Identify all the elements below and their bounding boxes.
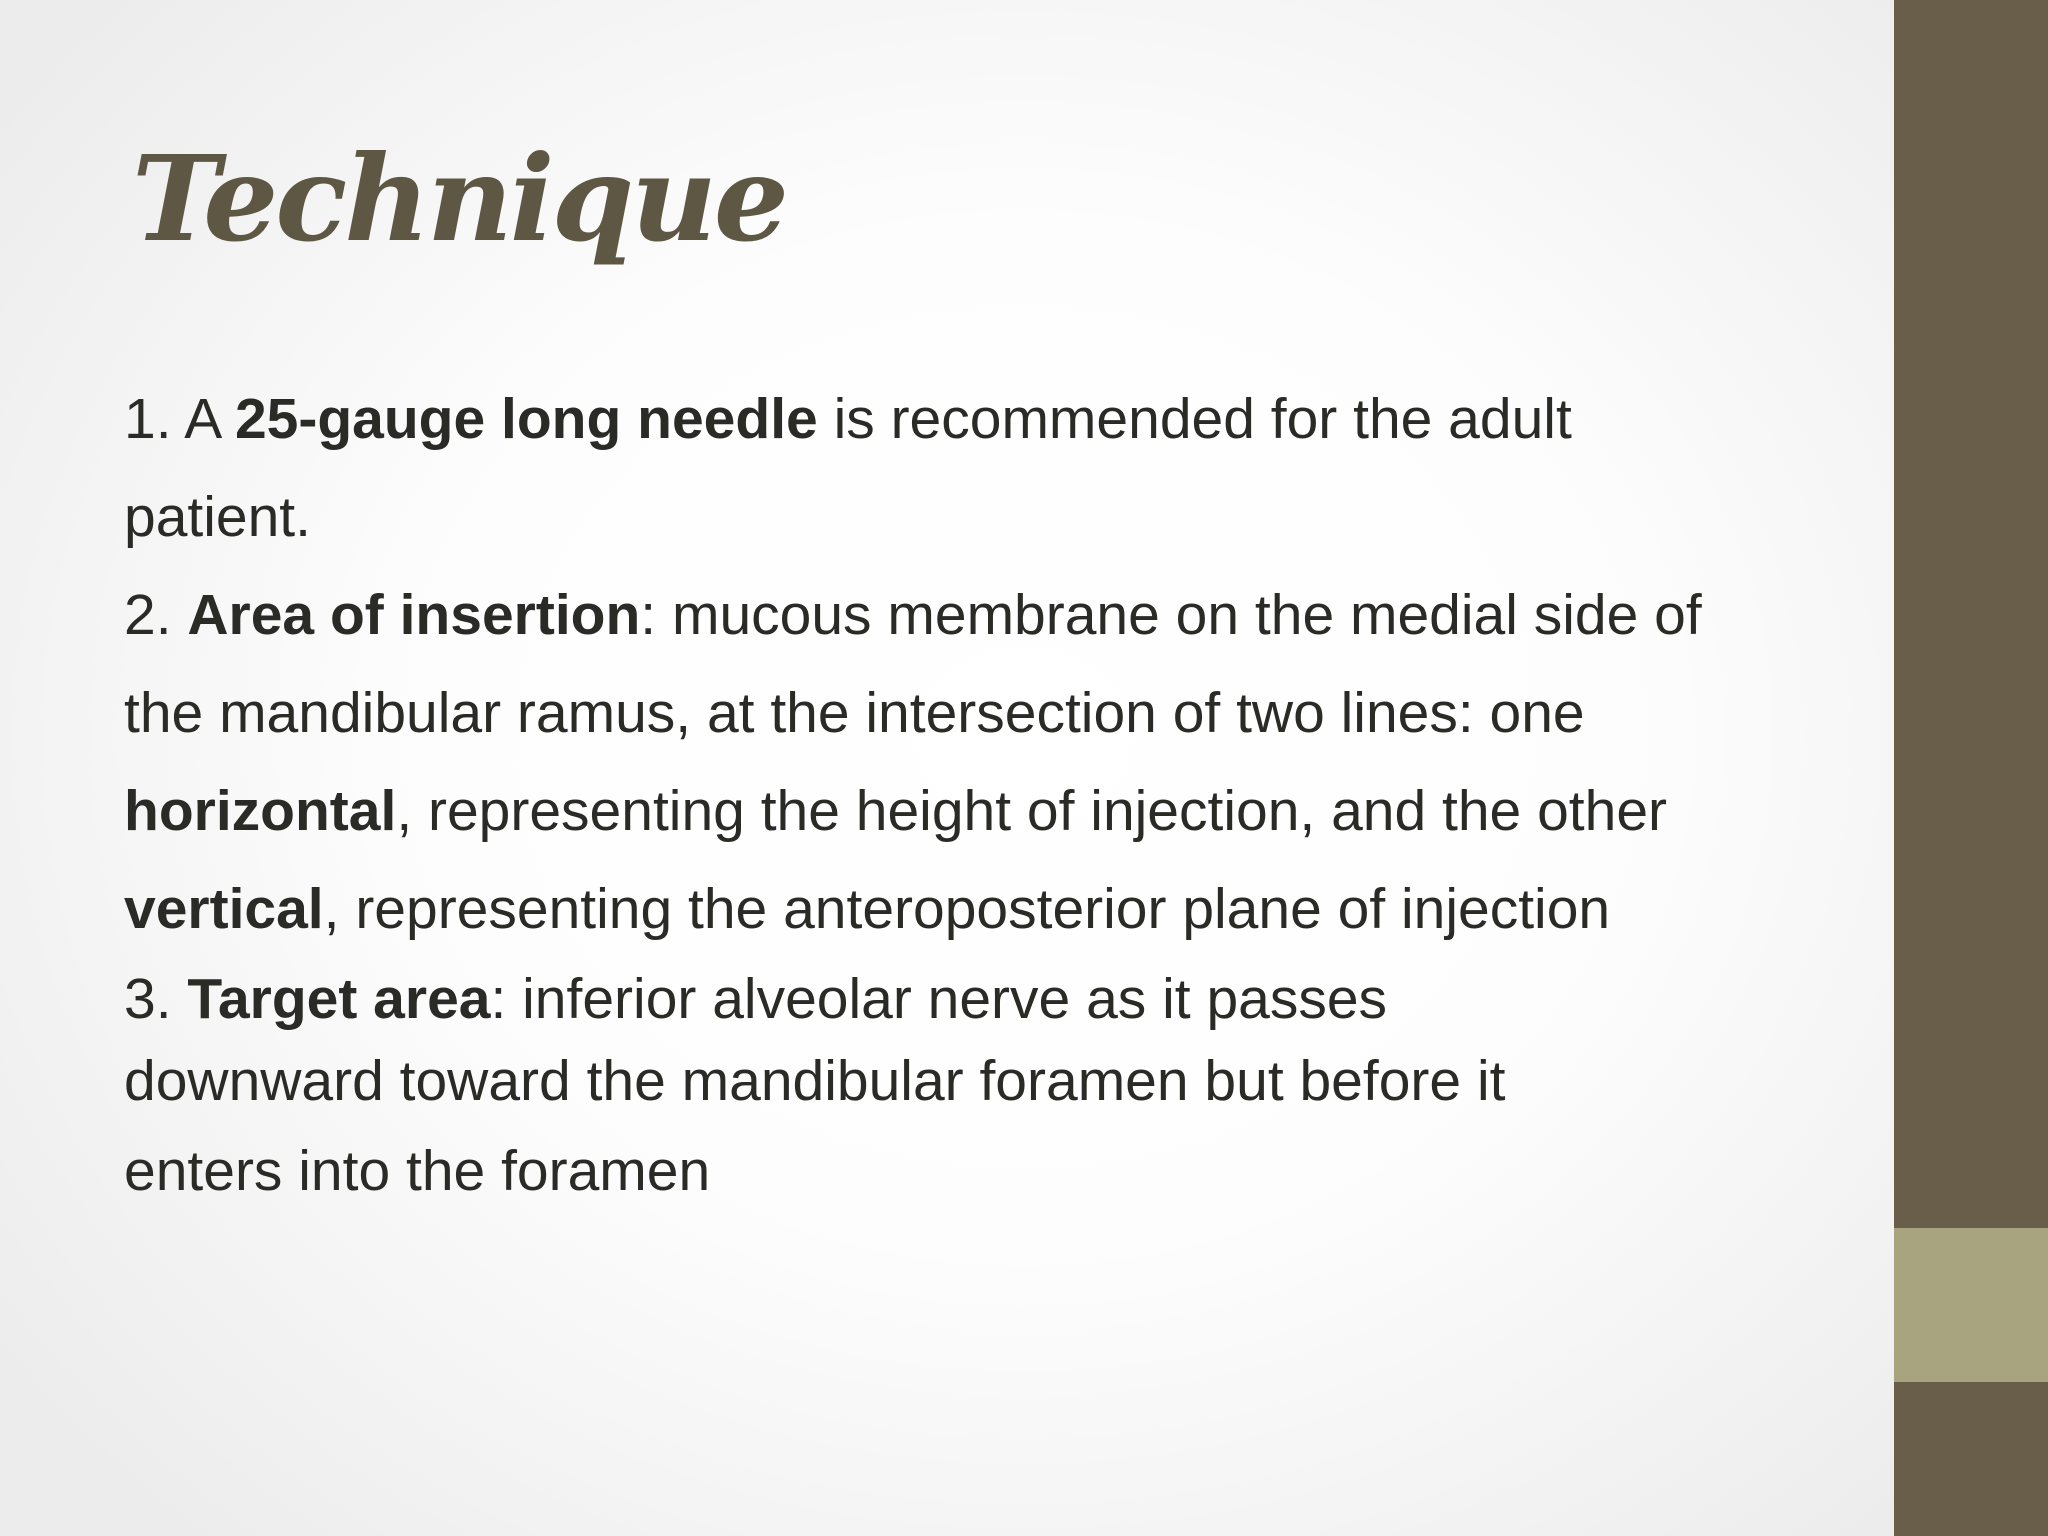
item-number: 2. bbox=[124, 583, 188, 647]
slide-title: Technique bbox=[132, 129, 786, 268]
list-item-3 bbox=[124, 958, 1764, 1220]
item-text: A bbox=[184, 387, 235, 451]
item-bold-text: Target area bbox=[187, 967, 491, 1031]
item-text: , representing the height of injection, and the other bbox=[396, 779, 1668, 843]
sidebar-accent-block bbox=[1894, 1228, 2048, 1382]
sidebar-decoration bbox=[1894, 0, 2048, 1536]
item-text: , representing the anteroposterior plane of injection bbox=[323, 877, 1611, 941]
item-text: : mucous membrane on the medial side of the mandibular ramus, at the intersection of two lines: one bbox=[124, 583, 1702, 745]
item-text: : inferior alveolar nerve as it passes bbox=[490, 967, 1388, 1031]
item-text: enters into the foramen bbox=[124, 1139, 711, 1203]
list-item-1 bbox=[124, 370, 1764, 566]
list-item-2 bbox=[124, 566, 1764, 958]
item-text: downward toward the mandibular foramen but before it bbox=[124, 1049, 1506, 1113]
item-number: 1. bbox=[124, 387, 185, 451]
item-bold-text: Area of insertion bbox=[187, 583, 641, 647]
item-bold-text: horizontal bbox=[124, 779, 397, 843]
item-text: is recommended for the adult patient. bbox=[124, 387, 1572, 549]
item-bold-text: 25-gauge long needle bbox=[234, 387, 818, 451]
slide-body bbox=[124, 370, 1764, 1220]
item-bold-text: vertical bbox=[124, 877, 324, 941]
item-number: 3. bbox=[124, 967, 188, 1031]
